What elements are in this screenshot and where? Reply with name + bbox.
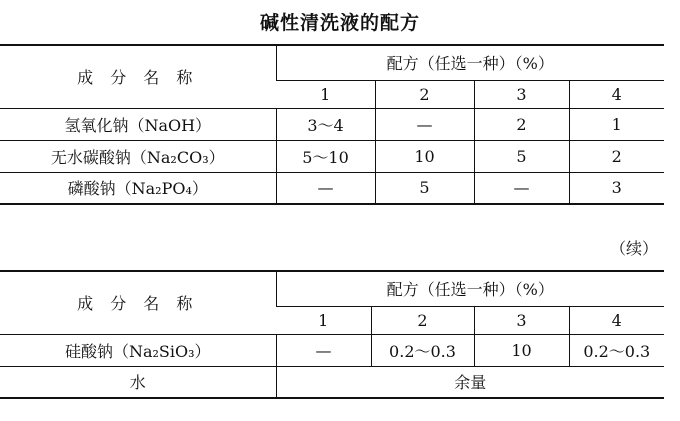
formula-number: 2 — [375, 80, 474, 108]
formula-value: 0.2～0.3 — [569, 334, 664, 366]
formula-number: 4 — [569, 80, 664, 108]
formula-number: 4 — [569, 306, 664, 334]
remainder-value: 余量 — [276, 366, 664, 398]
formula-value: 0.2～0.3 — [371, 334, 474, 366]
formula-value: 10 — [375, 140, 474, 172]
continued-label: （续） — [609, 239, 658, 258]
component-name: 磷酸钠（Na₂PO₄） — [0, 172, 276, 204]
formula-value: — — [276, 172, 375, 204]
formula-number: 1 — [276, 306, 371, 334]
formula-table — [0, 44, 664, 205]
formula-value: 2 — [474, 108, 569, 140]
formula-group-header: 配方（任选一种）（%） — [276, 271, 664, 306]
formula-value: — — [375, 108, 474, 140]
formula-value: 5～10 — [276, 140, 375, 172]
component-name: 水 — [0, 366, 276, 398]
formula-value: — — [474, 172, 569, 204]
formula-number: 3 — [474, 306, 569, 334]
formula-value: — — [276, 334, 371, 366]
table-row — [0, 334, 664, 366]
table-row — [0, 140, 664, 172]
formula-table-continued — [0, 270, 664, 399]
component-name-header: 成 分 名 称 — [77, 68, 199, 88]
table-row — [0, 108, 664, 140]
formula-value: 10 — [474, 334, 569, 366]
formula-value: 3～4 — [276, 108, 375, 140]
formula-value: 5 — [474, 140, 569, 172]
component-name: 无水碳酸钠（Na₂CO₃） — [0, 140, 276, 172]
formula-number: 3 — [474, 80, 569, 108]
formula-number: 2 — [371, 306, 474, 334]
formula-value: 5 — [375, 172, 474, 204]
formula-value: 3 — [569, 172, 664, 204]
document-title: 碱性清洗液的配方 — [259, 12, 420, 34]
component-name: 氢氧化钠（NaOH） — [0, 108, 276, 140]
formula-value: 2 — [569, 140, 664, 172]
formula-value: 1 — [569, 108, 664, 140]
component-name: 硅酸钠（Na₂SiO₃） — [0, 334, 276, 366]
table-row — [0, 366, 664, 398]
formula-group-header: 配方（任选一种）（%） — [276, 45, 664, 80]
table-row — [0, 172, 664, 204]
component-name-header: 成 分 名 称 — [77, 294, 199, 314]
formula-number: 1 — [276, 80, 375, 108]
